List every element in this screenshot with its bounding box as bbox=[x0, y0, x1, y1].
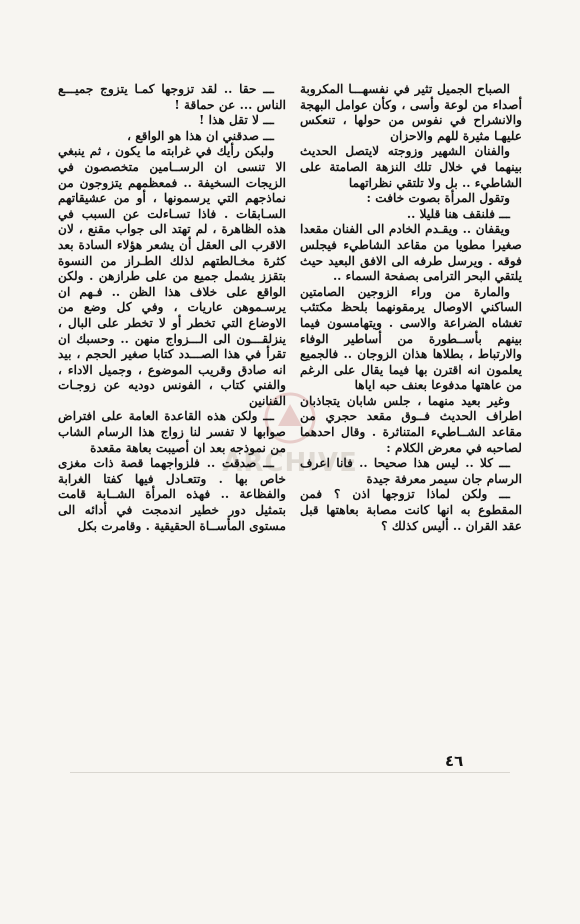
paragraph: وغير بعيد منهما ، جلس شابان يتجاذبان اطراف الحديث فــوق مقعد حجري من مقاعد الشــاطيء المتناثرة . وقال احدهما لصاحبه في معرض الكلام : bbox=[300, 393, 522, 455]
left-column bbox=[58, 82, 286, 534]
watermark-text: ARCHIVE bbox=[222, 448, 358, 478]
right-column bbox=[300, 82, 522, 534]
paragraph: وتقول المرأة بصوت خافت : bbox=[366, 191, 510, 206]
dialogue-line: ـــ لا تقل هذا ! bbox=[199, 113, 274, 128]
paragraph: والفنان الشهير وزوجته لايتصل الحديث بينهما في خلال تلك النزهة الصامتة على الشاطيء .. بل ولا تلتقي نظراتهما bbox=[300, 144, 522, 190]
paragraph: ويقفان .. ويقـدم الخادم الى الفنان مقعدا صغيرا مطويا من مقاعد الشاطيء فيجلس فوقه . ويرسل طرفه الى الافق البعيد حيث يلتقي البحر الترامى بصفحة السماء .. bbox=[300, 222, 522, 284]
dialogue-line: ـــ صدقني ان هذا هو الواقع ، bbox=[127, 128, 274, 143]
paragraph: ولبكن رأيك في غرابته ما يكون ، ثم ينبغي الا تنسى ان الرســامين متخصصون في الزيجات السخيفة .. فمعظمهم يتزوجون من نماذجهم التي يرسمونها ، أو من عشيقاتهم السـابقات . فاذا تسـاءلت عن السبب في هذه الظاهرة ، لم تهتد الى جواب مقنع ، لان الاقرب الى العقل أن يشعر هؤلاء السادة بعد كثرة مخـالطتهم لذلك الطـراز من النسوة بتقزز يشمل جميع من على طرازهن . ولكن الواقع على خلاف هذا الظن .. فـهم ان يرسـموهن عاريات ، وفي كل وضع من الاوضاع التي تخطر أو لا تخطر على البال ، ينزلقـــون الى الـــزواج منهن .. وحسبك ان تقرأ في هذا الصـــدد كتابا صغير الحجم ، بيد انه صادق وقريب الموضوع ، وجميل الاداء ، والفني كتاب ، الفونس دوديه عن زوجـات الفنانين bbox=[58, 144, 286, 408]
dialogue-line: ـــ صدقت .. فلزواجهما قصة ذات مغزى خاص بها . وتتعـادل فيها كفتا الغرابة والفظاعة .. فهذه المرأة الشــابة قامت بتمثيل دور خطير اندمجت في أدائه الى مستوى المأســاة الحقيقية . وقامرت بكل bbox=[58, 456, 286, 533]
dialogue-line: ـــ حقا .. لقد تزوجها كمـا يتزوج جميـــع الناس ... عن حماقة ! bbox=[58, 82, 286, 112]
paragraph: والمارة من وراء الزوجين الصامتين الساكني الاوصال يرمقونهما بلحظ مكتئب تغشاه الضراعة والاسى . ويتهامسون فيما بينهم بأســطورة من أساطير الوفاء والارتباط ، بطلاها هذان الزوجان .. فالجميع يعلمون انه اقترن بها فيما يقال على الرغم من عاهتها مدفوعا بعنف حبه اياها bbox=[300, 284, 522, 393]
dialogue-line: ـــ كلا .. ليس هذا صحيحا .. فانا اعرف الرسام جان سيمر معرفة جيدة bbox=[300, 456, 522, 486]
dialogue-line: ـــ ولكن هذه القاعدة العامة على افتراض صوابها لا تفسر لنا زواج هذا الرسام الشاب من نموذجه بعد ان أصيبت بعاهة مقعدة bbox=[58, 409, 286, 455]
page-number: ٤٦ bbox=[445, 752, 464, 770]
dialogue-line: ـــ فلنقف هنا قليلا .. bbox=[406, 206, 510, 221]
paragraph: الصباح الجميل تثير في نفسهـــا المكروبة أصداء من لوعة وأسى ، وكأن عوامل البهجة والانشراح في نفوس من حولها ، تنعكس عليهـا مثيرة للهم والاحزان bbox=[300, 82, 522, 143]
dialogue-line: ـــ ولكن لماذا تزوجها اذن ؟ فمن المقطوع به انها كانت مصابة بعاهتها قبل عقد القران .. أليس كذلك ؟ bbox=[300, 487, 522, 533]
footer-divider bbox=[70, 772, 510, 773]
